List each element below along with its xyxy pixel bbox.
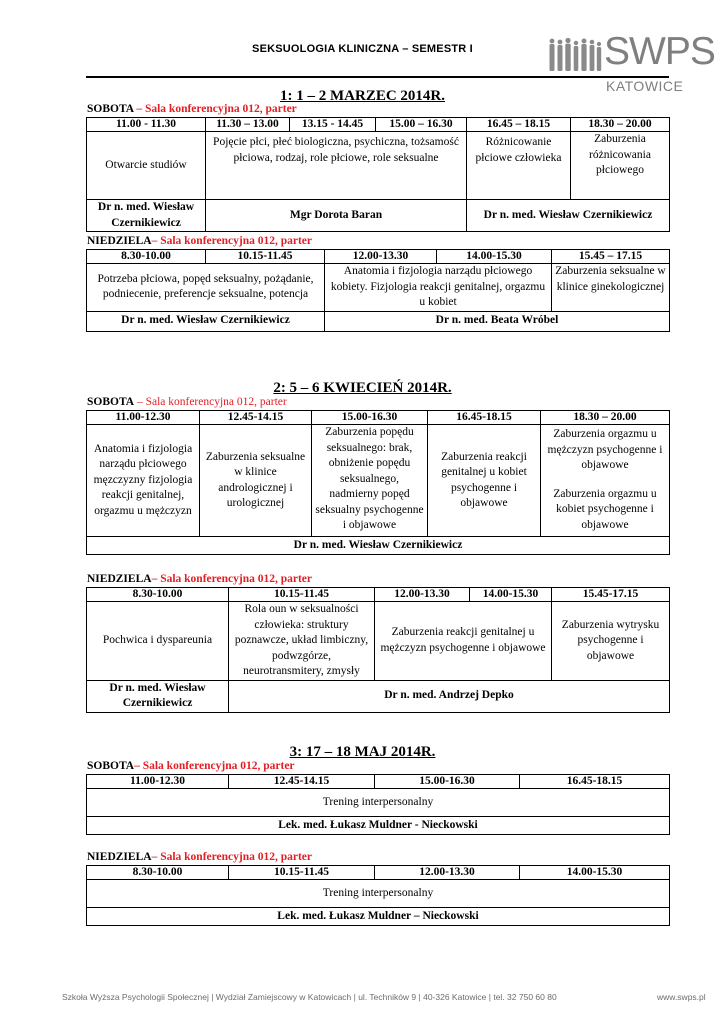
section-3-saturday-label [87,760,295,772]
header-rule [86,76,669,78]
lecturer-cell: Dr n. med. Beata Wróbel [325,311,670,331]
time-slot: 15.45-17.15 [552,588,670,602]
time-slot: 14.00-15.30 [470,588,552,602]
lecturer-cell: Dr n. med. Wiesław Czernikiewicz [87,680,229,712]
document-title: SEKSUOLOGIA KLINICZNA – SEMESTR I [252,43,473,55]
time-slot: 10.15-11.45 [206,250,325,264]
time-slot: 15.45 – 17.15 [552,250,670,264]
schedule-table-1-sunday [86,249,670,332]
time-slot: 12.00-13.30 [325,250,437,264]
time-slot: 14.00-15.30 [437,250,552,264]
day-name: NIEDZIELA [87,573,152,585]
topic-cell: Zaburzenia seksualne w klinice ginekologicznej [552,264,670,312]
room-name: – Sala konferencyjna 012, parter [134,760,295,772]
time-slot: 15.00-16.30 [312,411,428,425]
day-name: NIEDZIELA [87,851,152,863]
topic-cell: Zaburzenia seksualne w klinice andrologicznej i urologicznej [200,425,312,537]
section-1-saturday-label [87,103,297,115]
time-slot: 10.15-11.45 [229,588,375,602]
section-2-sunday-label [87,573,312,585]
time-slot: 18.30 – 20.00 [541,411,670,425]
time-slot: 16.45 – 18.15 [467,118,571,132]
time-slot: 11.00 - 11.30 [87,118,206,132]
time-slot: 11.30 – 13.00 [206,118,290,132]
time-slot: 12.00-13.30 [375,866,520,880]
schedule-table-3-sunday [86,865,670,926]
room-name: – Sala konferencyjna 012, parter [151,573,313,585]
topic-cell: Zaburzenia popędu seksualnego: brak, obniżenie popędu seksualnego, nadmierny popęd seksualny psychogenne i objawowe [312,425,428,537]
topic-line: Zaburzenia orgazmu u kobiet psychogenne i objawowe [553,487,657,531]
day-name: NIEDZIELA [87,235,152,247]
lecturer-cell: Lek. med. Łukasz Muldner - Nieckowski [87,817,670,835]
room-name: – Sala konferencyjna 012, parter [134,396,287,408]
time-slot: 10.15-11.45 [229,866,375,880]
lecturer-cell: Dr n. med. Andrzej Depko [229,680,670,712]
lecturer-cell: Mgr Dorota Baran [206,200,467,232]
topic-cell: Otwarcie studiów [87,132,206,200]
schedule-table-2-saturday [86,410,670,555]
time-slot: 16.45-18.15 [520,775,670,789]
topic-cell: Zaburzenia różnicowania płciowego [571,132,670,200]
lecturer-cell: Lek. med. Łukasz Muldner – Nieckowski [87,908,670,926]
lecturer-cell: Dr n. med. Wiesław Czernikiewicz [87,537,670,555]
topic-cell: Trening interpersonalny [87,880,670,908]
schedule-table-3-saturday [86,774,670,835]
time-slot: 15.00-16.30 [375,775,520,789]
footer-address: Szkoła Wyższa Psychologii Społecznej | Wydział Zamiejscowy w Katowicach | ul. Techników 9 | 40-326 Katowice | tel. 32 750 60 80 [62,992,557,1002]
topic-cell: Różnicowanie płciowe człowieka [467,132,571,200]
topic-line: Zaburzenia orgazmu u mężczyzn psychogenne i objawowe [547,428,663,471]
time-slot: 16.45-18.15 [428,411,541,425]
topic-cell: Rola oun w seksualności człowieka: struktury poznawcze, układ limbiczny, podwzgórze, neurotransmitery, zmysły [229,602,375,681]
time-slot: 14.00-15.30 [520,866,670,880]
day-name: SOBOTA [87,760,135,772]
topic-cell: Zaburzenia wytrysku psychogenne i objawowe [552,602,670,681]
topic-cell: Zaburzenia reakcji genitalnej u mężczyzn psychogenne i objawowe [375,602,552,681]
schedule-table-2-sunday [86,587,670,713]
people-silhouettes-icon [548,38,604,72]
schedule-table-1-saturday [86,117,670,232]
lecturer-cell: Dr n. med. Wiesław Czernikiewicz [87,311,325,331]
topic-cell: Zaburzenia reakcji genitalnej u kobiet psychogenne i objawowe [428,425,541,537]
section-1-title: 1: 1 – 2 MARZEC 2014R. [280,88,445,104]
section-3-sunday-label [87,851,312,863]
room-name: – Sala konferencyjna 012, parter [133,103,297,115]
time-slot: 11.00-12.30 [87,411,200,425]
section-3-title: 3: 17 – 18 MAJ 2014R. [289,744,436,760]
topic-cell: Potrzeba płciowa, popęd seksualny, pożądanie, podniecenie, preferencje seksualne, potencja [87,264,325,312]
time-slot: 8.30-10.00 [87,588,229,602]
time-slot: 12.45-14.15 [200,411,312,425]
time-slot: 18.30 – 20.00 [571,118,670,132]
time-slot: 8.30-10.00 [87,250,206,264]
topic-cell: Trening interpersonalny [87,789,670,817]
topic-cell: Anatomia i fizjologia narządu płciowego męzczyzny fizjologia reakcji genitalnej, orgazmu u mężczyzn [87,425,200,537]
topic-spacer [543,474,667,487]
topic-cell [541,425,670,537]
day-name: SOBOTA [87,396,135,408]
time-slot: 8.30-10.00 [87,866,229,880]
time-slot: 11.00-12.30 [87,775,229,789]
section-1-sunday-label [87,235,312,247]
logo-city: KATOWICE [606,78,684,94]
time-slot: 12.45-14.15 [229,775,375,789]
topic-cell: Anatomia i fizjologia narządu płciowego kobiety. Fizjologia reakcji genitalnej, orgazmu u kobiet [325,264,552,312]
lecturer-cell: Dr n. med. Wiesław Czernikiewicz [467,200,670,232]
room-name: – Sala konferencyjna 012, parter [151,851,313,863]
section-2-saturday-label [87,396,287,408]
room-name: – Sala konferencyjna 012, parter [151,235,313,247]
time-slot: 15.00 – 16.30 [376,118,467,132]
section-2-title: 2: 5 – 6 KWIECIEŃ 2014R. [273,380,452,396]
logo-name: SWPS [604,30,715,73]
topic-cell: Pochwica i dyspareunia [87,602,229,681]
day-name: SOBOTA [87,103,134,115]
footer-url[interactable]: www.swps.pl [657,992,706,1002]
topic-cell: Pojęcie płci, płeć biologiczna, psychiczna, tożsamość płciowa, rodzaj, role płciowe, role seksualne [206,132,467,200]
lecturer-cell: Dr n. med. Wiesław Czernikiewicz [87,200,206,232]
time-slot: 13.15 - 14.45 [290,118,376,132]
time-slot: 12.00-13.30 [375,588,470,602]
